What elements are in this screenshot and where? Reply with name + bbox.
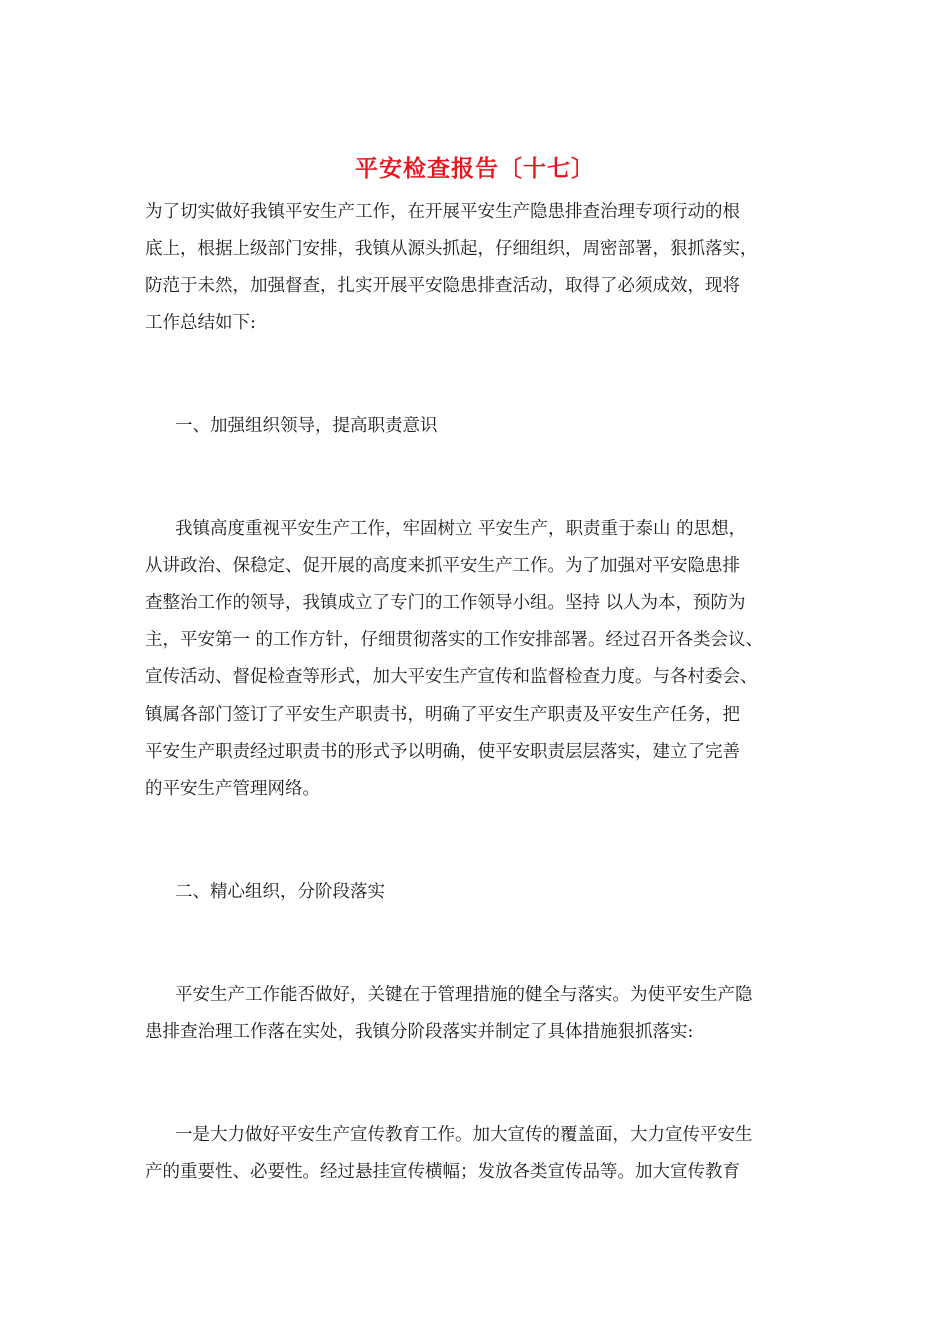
paragraph-line: 我镇高度重视平安生产工作，牢固树立 平安生产，职责重于泰山 的思想，	[175, 519, 747, 539]
paragraph-line: 产的重要性、必要性。经过悬挂宣传横幅；发放各类宣传品等。加大宣传教育	[145, 1162, 740, 1182]
paragraph-line: 为了切实做好我镇平安生产工作，在开展平安生产隐患排查治理专项行动的根	[145, 202, 740, 222]
section-heading-1: 一、加强组织领导，提高职责意识	[175, 416, 438, 436]
paragraph-line: 防范于未然，加强督查，扎实开展平安隐患排查活动，取得了必须成效，现将	[145, 276, 740, 296]
paragraph-line: 镇属各部门签订了平安生产职责书，明确了平安生产职责及平安生产任务，把	[145, 705, 740, 725]
paragraph-line: 宣传活动、督促检查等形式，加大平安生产宣传和监督检查力度。与各村委会、	[145, 667, 758, 687]
paragraph-line: 平安生产工作能否做好，关键在于管理措施的健全与落实。为使平安生产隐	[175, 985, 753, 1005]
paragraph-line: 底上，根据上级部门安排，我镇从源头抓起，仔细组织，周密部署，狠抓落实，	[145, 239, 758, 259]
paragraph-line: 平安生产职责经过职责书的形式予以明确，使平安职责层层落实，建立了完善	[145, 742, 740, 762]
paragraph-line: 的平安生产管理网络。	[145, 779, 320, 799]
document-title: 平安检查报告〔十七〕	[355, 155, 595, 182]
section-heading-2: 二、精心组织，分阶段落实	[175, 882, 385, 902]
paragraph-line: 查整治工作的领导，我镇成立了专门的工作领导小组。坚持 以人为本，预防为	[145, 593, 746, 613]
paragraph-line: 患排查治理工作落在实处，我镇分阶段落实并制定了具体措施狠抓落实:	[145, 1022, 694, 1042]
paragraph-line: 一是大力做好平安生产宣传教育工作。加大宣传的覆盖面，大力宣传平安生	[175, 1125, 753, 1145]
paragraph-line: 工作总结如下:	[145, 313, 256, 333]
paragraph-line: 主，平安第一 的工作方针，仔细贯彻落实的工作安排部署。经过召开各类会议、	[145, 630, 764, 650]
paragraph-line: 从讲政治、保稳定、促开展的高度来抓平安生产工作。为了加强对平安隐患排	[145, 556, 740, 576]
